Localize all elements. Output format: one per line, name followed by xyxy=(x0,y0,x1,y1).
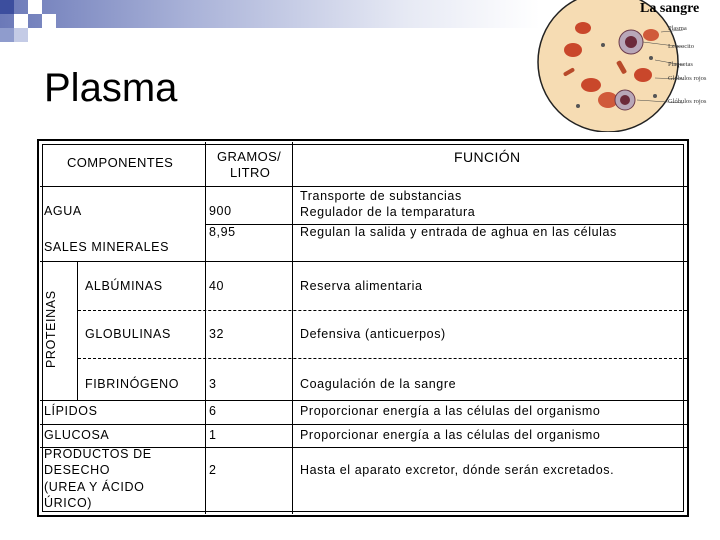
group-divider xyxy=(77,262,78,400)
header-components: COMPONENTES xyxy=(67,155,174,170)
header-grams-line1: GRAMOS/ xyxy=(217,149,282,164)
row-divider xyxy=(40,400,687,401)
illustration-label-globulos-rojos-2: Glóbulos rojos xyxy=(668,98,707,105)
row-lipidos-function: Proporcionar energía a las células del organismo xyxy=(300,404,601,418)
row-glucosa-function: Proporcionar energía a las células del organismo xyxy=(300,428,601,442)
group-label-proteinas: PROTEINAS xyxy=(44,290,58,368)
row-desecho-name-line3: (UREA Y ÁCIDO xyxy=(44,480,145,494)
row-desecho-name-line4: ÚRICO) xyxy=(44,496,93,510)
row-divider xyxy=(40,424,687,425)
row-fibrinogeno-name: FIBRINÓGENO xyxy=(85,377,180,391)
row-divider-dashed xyxy=(78,358,687,359)
row-sales-function: Regulan la salida y entrada de aghua en las células xyxy=(300,225,617,239)
illustration-label-plasma: Plasma xyxy=(668,25,687,32)
header-gradient-bar xyxy=(0,0,540,28)
row-globulinas-grams: 32 xyxy=(209,327,225,341)
row-divider xyxy=(40,186,687,187)
row-albuminas-function: Reserva alimentaria xyxy=(300,279,423,293)
row-agua-grams: 900 xyxy=(209,204,232,218)
column-divider xyxy=(292,142,293,514)
illustration-title: La sangre xyxy=(640,1,700,16)
row-agua-name: AGUA xyxy=(44,204,82,218)
row-desecho-grams: 2 xyxy=(209,463,217,477)
row-globulinas-name: GLOBULINAS xyxy=(85,327,171,341)
decorative-square xyxy=(0,28,14,42)
decorative-square xyxy=(14,14,28,28)
decorative-square xyxy=(42,14,56,28)
slide-title: Plasma xyxy=(44,66,178,110)
header-function: FUNCIÓN xyxy=(454,149,521,165)
row-lipidos-name: LÍPIDOS xyxy=(44,404,98,418)
row-desecho-name-line2: DESECHO xyxy=(44,463,111,477)
row-sales-name: SALES MINERALES xyxy=(44,240,170,254)
row-fibrinogeno-function: Coagulación de la sangre xyxy=(300,377,457,391)
decorative-square xyxy=(28,0,42,14)
row-desecho-function: Hasta el aparato excretor, dónde serán excretados. xyxy=(300,463,615,477)
column-divider xyxy=(205,142,206,514)
row-divider xyxy=(40,261,687,262)
row-divider-dashed xyxy=(78,310,687,311)
header-grams-line2: LITRO xyxy=(230,165,271,180)
row-lipidos-grams: 6 xyxy=(209,404,217,418)
row-albuminas-grams: 40 xyxy=(209,279,225,293)
illustration-label-leucocito: Leucocito xyxy=(668,43,694,50)
row-fibrinogeno-grams: 3 xyxy=(209,377,217,391)
decorative-square xyxy=(14,28,28,42)
illustration-label-globulos-rojos-1: Glóbulos rojos xyxy=(668,75,707,82)
row-globulinas-function: Defensiva (anticuerpos) xyxy=(300,327,446,341)
row-albuminas-name: ALBÚMINAS xyxy=(85,279,163,293)
illustration-label-plaquetas: Plaquetas xyxy=(668,61,693,68)
row-glucosa-grams: 1 xyxy=(209,428,217,442)
decorative-square xyxy=(0,0,14,14)
row-desecho-name-line1: PRODUCTOS DE xyxy=(44,447,152,461)
row-glucosa-name: GLUCOSA xyxy=(44,428,110,442)
row-agua-function-line1: Transporte de substancias xyxy=(300,189,462,203)
row-sales-grams: 8,95 xyxy=(209,225,236,239)
row-agua-function-line2: Regulador de la temparatura xyxy=(300,205,476,219)
